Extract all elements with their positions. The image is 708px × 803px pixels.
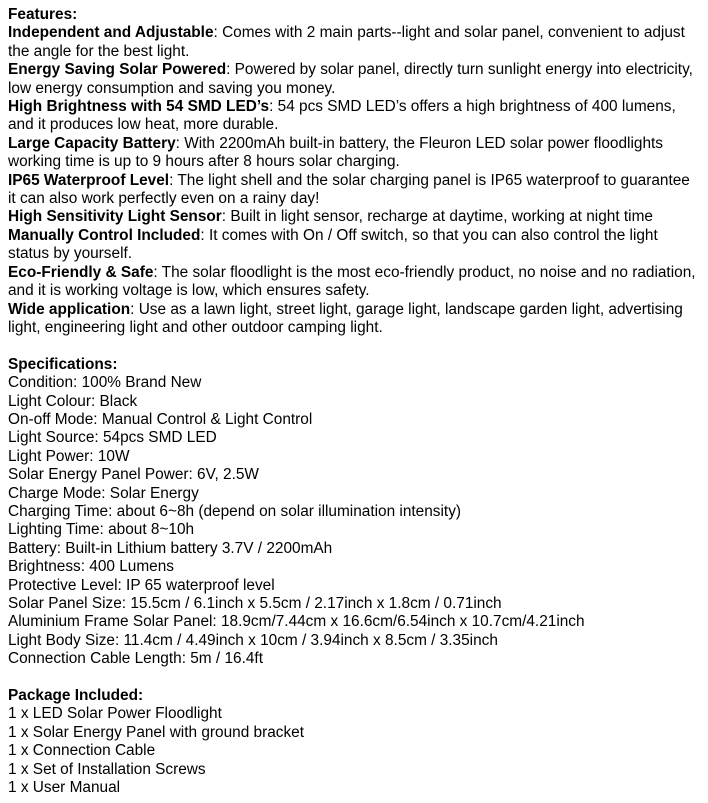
feature-title: Large Capacity Battery <box>8 134 176 152</box>
feature-text: : Built in light sensor, recharge at daytime, working at night time <box>221 208 653 226</box>
spec-line: Condition: 100% Brand New <box>8 374 202 392</box>
feature-text: : 54 pcs SMD LED’s offers a high brightness of 400 lumens, and it produces low heat, more durable. <box>8 98 676 134</box>
feature-item <box>8 61 700 98</box>
feature-text: : Comes with 2 main parts--light and solar panel, convenient to adjust the angle for the best light. <box>8 24 685 60</box>
feature-title: Independent and Adjustable <box>8 24 214 42</box>
package-line: 1 x LED Solar Power Floodlight <box>8 705 222 723</box>
feature-title: Eco-Friendly & Safe <box>8 263 154 281</box>
feature-text: : It comes with On / Off switch, so that you can also control the light status by yourself. <box>8 226 658 263</box>
feature-item <box>8 98 700 135</box>
features-heading: Features: <box>8 6 78 23</box>
feature-title: Wide application <box>8 300 131 318</box>
spec-line: Light Power: 10W <box>8 447 130 465</box>
feature-text: : Powered by solar panel, directly turn sunlight energy into electricity, low energy consumption and saving you money. <box>8 61 693 97</box>
spec-line: Protective Level: IP 65 waterproof level <box>8 576 275 594</box>
spec-line: Connection Cable Length: 5m / 16.4ft <box>8 650 263 668</box>
spec-line: Aluminium Frame Solar Panel: 18.9cm/7.44cm x 16.6cm/6.54inch x 10.7cm/4.21inch <box>8 613 585 631</box>
spec-line: On-off Mode: Manual Control & Light Control <box>8 410 313 428</box>
spec-line: Charging Time: about 6~8h (depend on solar illumination intensity) <box>8 502 462 520</box>
feature-text: : The solar floodlight is the most eco-friendly product, no noise and no radiation, and it is working voltage is low, which ensures safety. <box>8 263 696 300</box>
package-line: 1 x User Manual <box>8 779 121 797</box>
feature-item <box>8 227 700 264</box>
feature-item <box>8 264 700 301</box>
feature-text: : Use as a lawn light, street light, garage light, landscape garden light, advertising light, engineering light and other outdoor camping light. <box>8 300 683 336</box>
feature-item <box>8 24 700 61</box>
feature-item <box>8 301 700 338</box>
package-line: 1 x Set of Installation Screws <box>8 760 206 778</box>
feature-item <box>8 208 700 226</box>
feature-text: : The light shell and the solar charging panel is IP65 waterproof to guarantee it can also work perfectly even on a rainy day! <box>8 171 690 208</box>
package-line: 1 x Solar Energy Panel with ground bracket <box>8 723 305 741</box>
spec-line: Light Source: 54pcs SMD LED <box>8 429 217 447</box>
spec-line: Lighting Time: about 8~10h <box>8 521 195 539</box>
package-line: 1 x Connection Cable <box>8 742 156 760</box>
specifications-heading: Specifications: <box>8 355 118 373</box>
feature-title: IP65 Waterproof Level <box>8 171 170 189</box>
feature-title: Energy Saving Solar Powered <box>8 61 227 79</box>
spec-line: Solar Panel Size: 15.5cm / 6.1inch x 5.5cm / 2.17inch x 1.8cm / 0.71inch <box>8 594 502 612</box>
feature-title: High Brightness with 54 SMD LED’s <box>8 98 270 116</box>
spec-line: Charge Mode: Solar Energy <box>8 484 199 502</box>
spec-line: Solar Energy Panel Power: 6V, 2.5W <box>8 466 259 484</box>
feature-title: Manually Control Included <box>8 226 201 244</box>
feature-item <box>8 172 700 209</box>
spec-line: Light Colour: Black <box>8 392 138 410</box>
blank-line <box>8 337 700 355</box>
spec-line: Brightness: 400 Lumens <box>8 558 174 576</box>
feature-title: High Sensitivity Light Sensor <box>8 208 222 226</box>
blank-line <box>8 669 700 687</box>
feature-item <box>8 135 700 172</box>
spec-line: Battery: Built-in Lithium battery 3.7V / 2200mAh <box>8 539 333 557</box>
spec-line: Light Body Size: 11.4cm / 4.49inch x 10cm / 3.94inch x 8.5cm / 3.35inch <box>8 631 498 649</box>
package-heading: Package Included: <box>8 687 144 704</box>
feature-text: : With 2200mAh built-in battery, the Fleuron LED solar power floodlights working time is up to 9 hours after 8 hours solar charging. <box>8 134 663 171</box>
